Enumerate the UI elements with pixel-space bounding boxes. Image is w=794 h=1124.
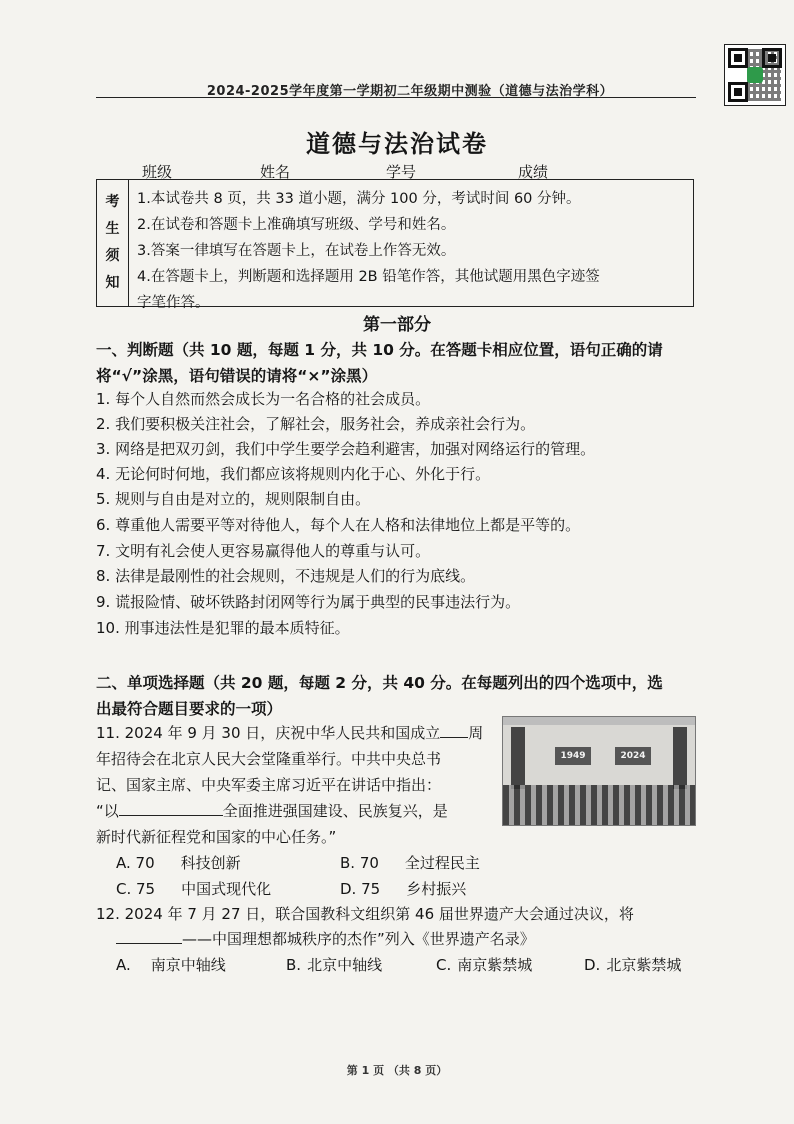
- judgment-item: 6. 尊重他人需要平等对待他人，每个人在人格和法律地位上都是平等的。: [96, 516, 581, 534]
- option-letter: D.: [584, 956, 601, 974]
- part1-heading-line: 一、判断题（共 10 题，每题 1 分，共 10 分。在答题卡相应位置，语句正确的请: [96, 341, 663, 359]
- q11-option-b: [340, 852, 480, 873]
- part2-heading-line: 二、单项选择题（共 20 题，每题 2 分，共 40 分。在每题列出的四个选项中，选: [96, 674, 663, 692]
- option-letter: C.: [436, 956, 452, 974]
- note-item: 4.在答题卡上，判断题和选择题用 2B 铅笔作答，其他试题用黑色字迹签: [137, 269, 600, 285]
- answer-blank: [116, 929, 182, 944]
- exam-notes-box: [96, 179, 694, 311]
- notes-label-char: 知: [105, 275, 120, 291]
- qr-finder-icon: [728, 82, 748, 102]
- option-text: 全过程民主: [404, 854, 480, 872]
- q11-line: 记、国家主席、中央军委主席习近平在讲话中指出：: [96, 776, 442, 794]
- option-text: 中国式现代化: [181, 880, 272, 898]
- judgment-item: 7. 文明有礼会使人更容易赢得他人的尊重与认可。: [96, 542, 431, 560]
- qr-logo-icon: [747, 67, 763, 83]
- part2-heading: [96, 670, 706, 722]
- judgment-item: 1. 每个人自然而然会成长为一名合格的社会成员。: [96, 390, 431, 408]
- q12-text: ——中国理想都城秩序的杰作”列入《世界遗产名录》: [182, 930, 535, 948]
- photo-crowd: [503, 785, 695, 825]
- name-field-label: 姓名: [260, 163, 291, 181]
- option-text: 乡村振兴: [406, 880, 467, 898]
- q12-option-d: [584, 954, 681, 975]
- q11-option-d: [340, 878, 466, 899]
- q11-option-a: [116, 852, 241, 873]
- photo-pillar: [673, 727, 687, 789]
- notes-label-char: 考: [105, 194, 120, 210]
- judgment-item: 5. 规则与自由是对立的，规则限制自由。: [96, 490, 371, 508]
- part2-heading-line: 出最符合题目要求的一项）: [96, 700, 283, 718]
- q11-line: 新时代新征程党和国家的中心任务。”: [96, 828, 337, 846]
- notes-list: [137, 186, 687, 316]
- judgment-item: 4. 无论何时何地，我们都应该将规则内化于心、外化于行。: [96, 465, 491, 483]
- option-letter: A.: [116, 956, 131, 974]
- q11-line: [96, 722, 483, 743]
- header-divider: [96, 97, 696, 98]
- qr-code: [724, 44, 786, 106]
- option-text: 南京中轴线: [150, 956, 226, 974]
- option-text: 北京中轴线: [307, 956, 383, 974]
- exam-header: 2024-2025学年度第一学期初二年级期中测验（道德与法治学科）: [206, 84, 614, 99]
- score-field-label: 成绩: [518, 163, 549, 181]
- option-letter: B. 70: [340, 854, 379, 872]
- section-title: 第一部分: [363, 315, 431, 335]
- photo-ceiling: [503, 717, 695, 725]
- q11-text: 全面推进强国建设、民族复兴，是: [222, 802, 448, 820]
- q12-option-a: [116, 954, 226, 975]
- option-letter: B.: [286, 956, 302, 974]
- note-item: 1.本试卷共 8 页，共 33 道小题，满分 100 分，考试时间 60 分钟。: [137, 191, 581, 207]
- answer-blank: [440, 723, 468, 738]
- judgment-item: 2. 我们要积极关注社会，了解社会，服务社会，养成亲社会行为。: [96, 415, 536, 433]
- option-letter: A. 70: [116, 854, 155, 872]
- judgment-item: 3. 网络是把双刃剑，我们中学生要学会趋利避害，加强对网络运行的管理。: [96, 440, 596, 458]
- answer-blank: [119, 801, 223, 816]
- q11-text: “以: [96, 802, 119, 820]
- q11-option-c: [116, 878, 271, 899]
- q12-option-b: [286, 954, 382, 975]
- option-text: 科技创新: [180, 854, 241, 872]
- part1-heading-line: 将“√”涂黑，语句错误的请将“×”涂黑）: [96, 367, 378, 385]
- option-text: 北京紫禁城: [606, 956, 682, 974]
- option-letter: D. 75: [340, 880, 381, 898]
- photo-banner-left: 1949: [555, 747, 591, 765]
- q11-line: 年招待会在北京人民大会堂隆重举行。中共中央总书: [96, 750, 442, 768]
- q11-line: [96, 800, 448, 821]
- student-id-field-label: 学号: [386, 163, 417, 181]
- option-letter: C. 75: [116, 880, 156, 898]
- notes-label: [97, 180, 129, 306]
- notes-label-char: 生: [105, 221, 120, 237]
- q12-option-c: [436, 954, 532, 975]
- note-item: 3.答案一律填写在答题卡上，在试卷上作答无效。: [137, 243, 456, 259]
- photo-pillar: [511, 727, 525, 789]
- option-text: 南京紫禁城: [457, 956, 533, 974]
- q12-line: 12. 2024 年 7 月 27 日，联合国教科文组织第 46 届世界遗产大会通过决议，将: [96, 905, 634, 923]
- page-number: 第 1 页 （共 8 页）: [346, 1064, 448, 1077]
- q11-text: 11. 2024 年 9 月 30 日，庆祝中华人民共和国成立: [96, 724, 441, 742]
- q12-line: [116, 928, 535, 949]
- q11-text: 周: [468, 724, 484, 742]
- judgment-item: 8. 法律是最刚性的社会规则，不违规是人们的行为底线。: [96, 567, 476, 585]
- class-field-label: 班级: [142, 163, 173, 181]
- judgment-item: 9. 谎报险情、破坏铁路封闭网等行为属于典型的民事违法行为。: [96, 593, 521, 611]
- notes-label-char: 须: [105, 248, 120, 264]
- note-item: 字笔作答。: [137, 295, 210, 311]
- judgment-item: 10. 刑事违法性是犯罪的最本质特征。: [96, 619, 350, 637]
- qr-finder-icon: [728, 48, 748, 68]
- page-title: 道德与法治试卷: [306, 130, 488, 158]
- note-item: 2.在试卷和答题卡上准确填写班级、学号和姓名。: [137, 217, 456, 233]
- photo-banner-right: 2024: [615, 747, 651, 765]
- celebration-photo: [502, 716, 696, 826]
- part1-heading: [96, 337, 706, 389]
